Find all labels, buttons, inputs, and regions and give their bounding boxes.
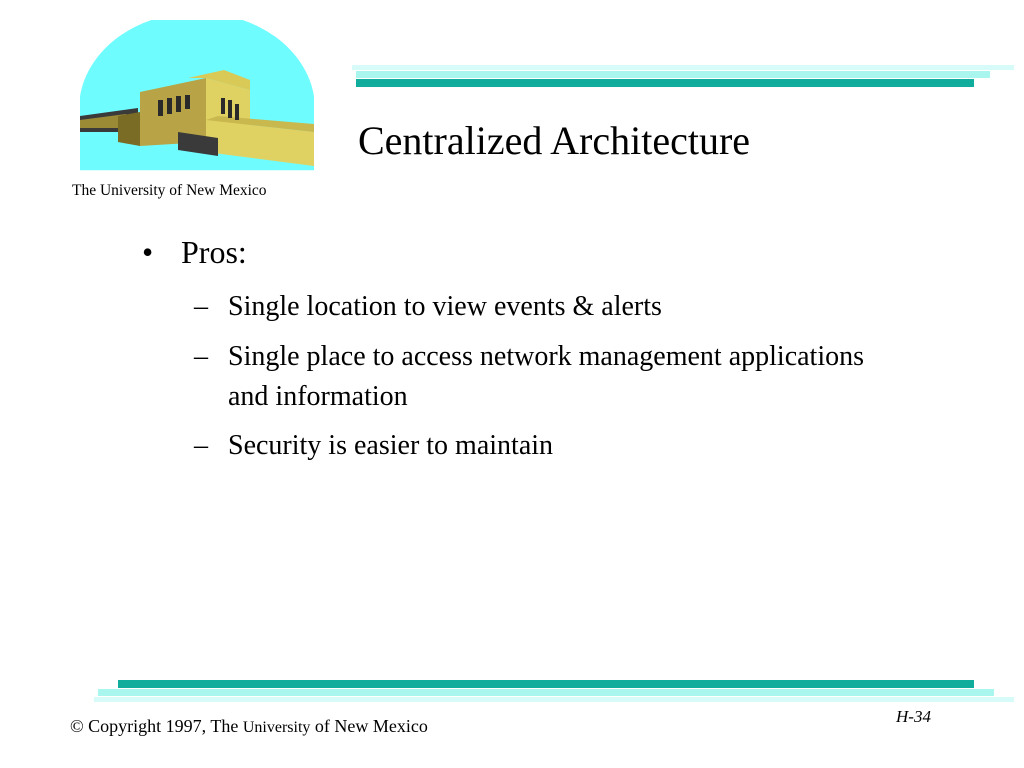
sub-item-marker: –: [194, 291, 208, 322]
window: [167, 98, 172, 114]
university-logo: [78, 20, 314, 172]
window: [235, 104, 239, 120]
top-rule-teal: [356, 79, 974, 87]
copyright-suffix: of New Mexico: [310, 716, 428, 736]
top-rule-light: [356, 71, 990, 78]
window: [185, 95, 190, 109]
sub-item-text-continued: and information: [228, 381, 408, 412]
window: [158, 100, 163, 116]
window: [221, 98, 225, 114]
copyright-notice: [70, 716, 428, 737]
bottom-rule-pale: [94, 697, 1014, 702]
bottom-rule-teal: [118, 680, 974, 688]
page-number: H-34: [896, 707, 931, 726]
sub-item-marker: –: [194, 430, 208, 461]
copyright-prefix: © Copyright 1997, The: [70, 716, 243, 736]
slide-title: Centralized Architecture: [358, 118, 751, 163]
top-rule-pale: [352, 65, 1014, 70]
bottom-rule-light: [98, 689, 994, 696]
copyright-university: University: [242, 719, 311, 736]
sub-item-text: Security is easier to maintain: [228, 430, 554, 461]
organization-name: The University of New Mexico: [72, 182, 267, 199]
window: [228, 100, 232, 118]
sub-item-marker: –: [194, 341, 208, 372]
bullet-label: Pros:: [181, 234, 247, 270]
sub-item-text: Single place to access network management applications: [228, 341, 865, 372]
bullet-marker: •: [142, 234, 154, 270]
window: [176, 96, 181, 112]
sub-item-text: Single location to view events & alerts: [228, 291, 662, 322]
